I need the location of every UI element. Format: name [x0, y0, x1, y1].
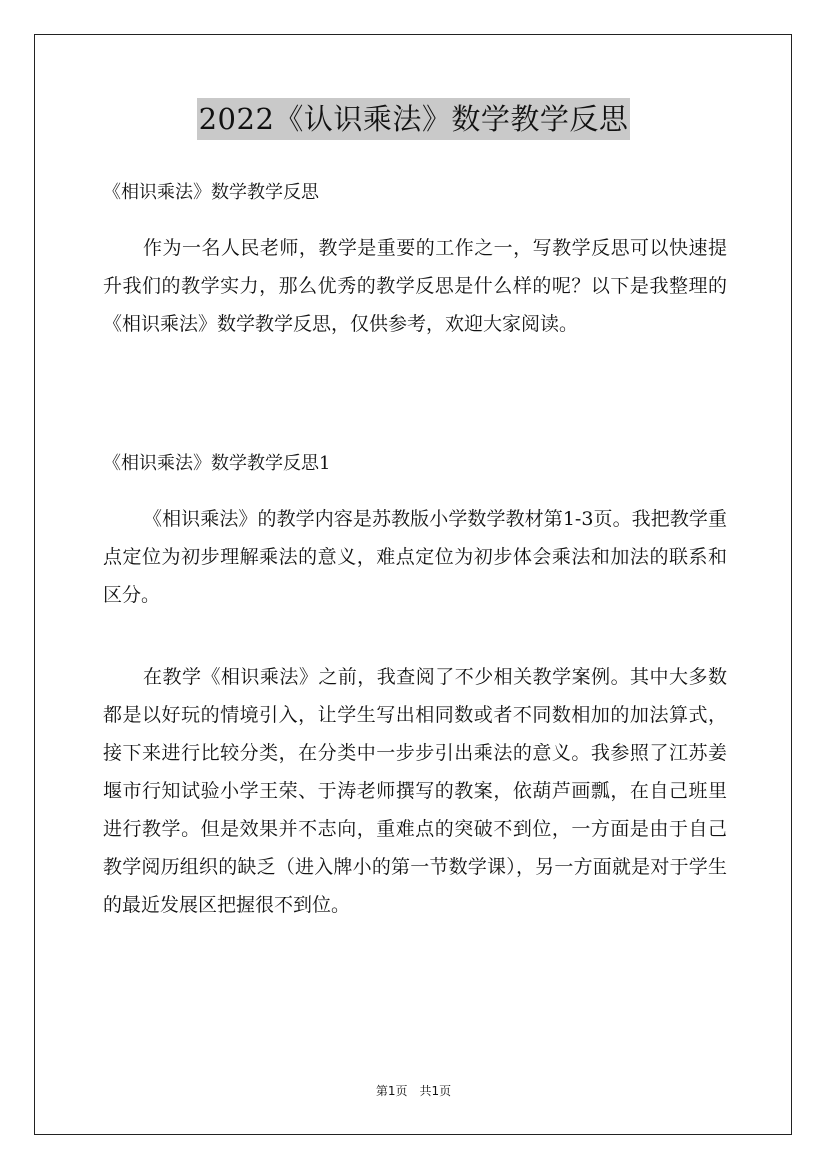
section-1-paragraph-2: 在教学《相识乘法》之前，我查阅了不少相关教学案例。其中大多数都是以好玩的情境引入，让学生写出相同数或者不同数相加的加法算式，接下来进行比较分类，在分类中一步步引出乘法的意义。我参照了江苏姜堰市行知试验小学王荣、于涛老师撰写的教案，依葫芦画瓢，在自己班里进行教学。但是效果并不志向，重难点的突破不到位，一方面是由于自己教学阅历组织的缺乏（进入牌小的第一节数学课），另一方面就是对于学生的最近发展区把握很不到位。 — [103, 666, 727, 916]
intro-paragraph: 作为一名人民老师，教学是重要的工作之一，写教学反思可以快速提升我们的教学实力，那么优秀的教学反思是什么样的呢？以下是我整理的《相识乘法》数学教学反思，仅供参考，欢迎大家阅读。 — [103, 237, 727, 335]
document-title: 2022《认识乘法》数学教学反思 — [197, 98, 631, 140]
page-number: 第1页 共1页 — [375, 1084, 452, 1098]
section-1-heading: 《相识乘法》数学教学反思1 — [103, 453, 331, 474]
document-subtitle: 《相识乘法》数学教学反思 — [103, 182, 319, 203]
section-1-paragraph-1: 《相识乘法》的教学内容是苏教版小学数学教材第1-3页。我把教学重点定位为初步理解乘法的意义，难点定位为初步体会乘法和加法的联系和区分。 — [103, 508, 727, 606]
title-container — [0, 98, 827, 140]
